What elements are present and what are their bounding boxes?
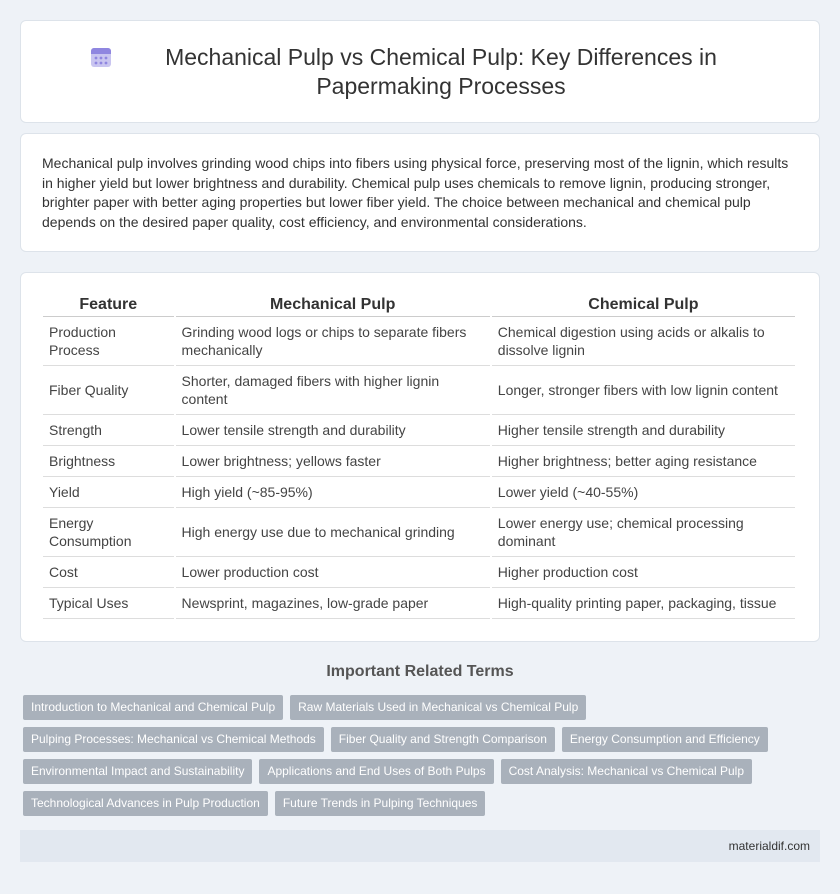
related-term-link[interactable]: Raw Materials Used in Mechanical vs Chemical Pulp [290,695,586,720]
table-row [43,317,795,366]
header-feature: Feature [43,293,174,317]
comparison-card [20,272,820,642]
chemical-cell: Longer, stronger fibers with low lignin content [492,366,795,415]
related-term-link[interactable]: Applications and End Uses of Both Pulps [259,759,493,784]
chemical-cell: Higher tensile strength and durability [492,415,795,446]
mechanical-cell: Shorter, damaged fibers with higher lignin content [176,366,490,415]
table-row [43,366,795,415]
mechanical-cell: Lower tensile strength and durability [176,415,490,446]
table-row [43,557,795,588]
table-row [43,588,795,619]
related-term-link[interactable]: Energy Consumption and Efficiency [562,727,768,752]
chemical-cell: Higher brightness; better aging resistance [492,446,795,477]
related-term-link[interactable]: Pulping Processes: Mechanical vs Chemical Methods [23,727,324,752]
feature-cell: Brightness [43,446,174,477]
related-term-link[interactable]: Technological Advances in Pulp Production [23,791,268,816]
chemical-cell: High-quality printing paper, packaging, tissue [492,588,795,619]
mechanical-cell: Grinding wood logs or chips to separate fibers mechanically [176,317,490,366]
table-header-row [43,293,795,317]
calendar-icon [89,45,113,69]
related-term-link[interactable]: Introduction to Mechanical and Chemical Pulp [23,695,283,720]
feature-cell: Production Process [43,317,174,366]
mechanical-cell: Lower brightness; yellows faster [176,446,490,477]
footer-site-name: materialdif.com [728,839,810,853]
chemical-cell: Lower energy use; chemical processing dominant [492,508,795,557]
table-row [43,477,795,508]
related-term-link[interactable]: Future Trends in Pulping Techniques [275,791,486,816]
related-term-link[interactable]: Fiber Quality and Strength Comparison [331,727,555,752]
mechanical-cell: High yield (~85-95%) [176,477,490,508]
mechanical-cell: High energy use due to mechanical grinding [176,508,490,557]
header-mechanical-pulp: Mechanical Pulp [176,293,490,317]
footer [20,830,820,862]
intro-card [20,133,820,252]
table-row [43,508,795,557]
related-terms-list [23,695,823,823]
feature-cell: Strength [43,415,174,446]
feature-cell: Energy Consumption [43,508,174,557]
header-chemical-pulp: Chemical Pulp [492,293,795,317]
feature-cell: Typical Uses [43,588,174,619]
feature-cell: Yield [43,477,174,508]
related-term-link[interactable]: Cost Analysis: Mechanical vs Chemical Pulp [501,759,752,784]
page-title: Mechanical Pulp vs Chemical Pulp: Key Differences in Papermaking Processes [165,43,717,99]
feature-cell: Cost [43,557,174,588]
mechanical-cell: Newsprint, magazines, low-grade paper [176,588,490,619]
chemical-cell: Higher production cost [492,557,795,588]
header-card [20,20,820,123]
chemical-cell: Lower yield (~40-55%) [492,477,795,508]
table-row [43,446,795,477]
mechanical-cell: Lower production cost [176,557,490,588]
chemical-cell: Chemical digestion using acids or alkalis to dissolve lignin [492,317,795,366]
table-row [43,415,795,446]
comparison-table [41,293,797,619]
feature-cell: Fiber Quality [43,366,174,415]
related-term-link[interactable]: Environmental Impact and Sustainability [23,759,252,784]
intro-paragraph: Mechanical pulp involves grinding wood chips into fibers using physical force, preserving most of the lignin, which results in higher yield but lower brightness and durability. Chemical pulp uses chemicals to remove lignin, producing stronger, brighter paper with better aging properties but lower fiber yield. The choice between mechanical and chemical pulp depends on the desired paper quality, cost efficiency, and environmental considerations. [42,155,789,230]
related-terms-heading: Important Related Terms [326,663,514,680]
